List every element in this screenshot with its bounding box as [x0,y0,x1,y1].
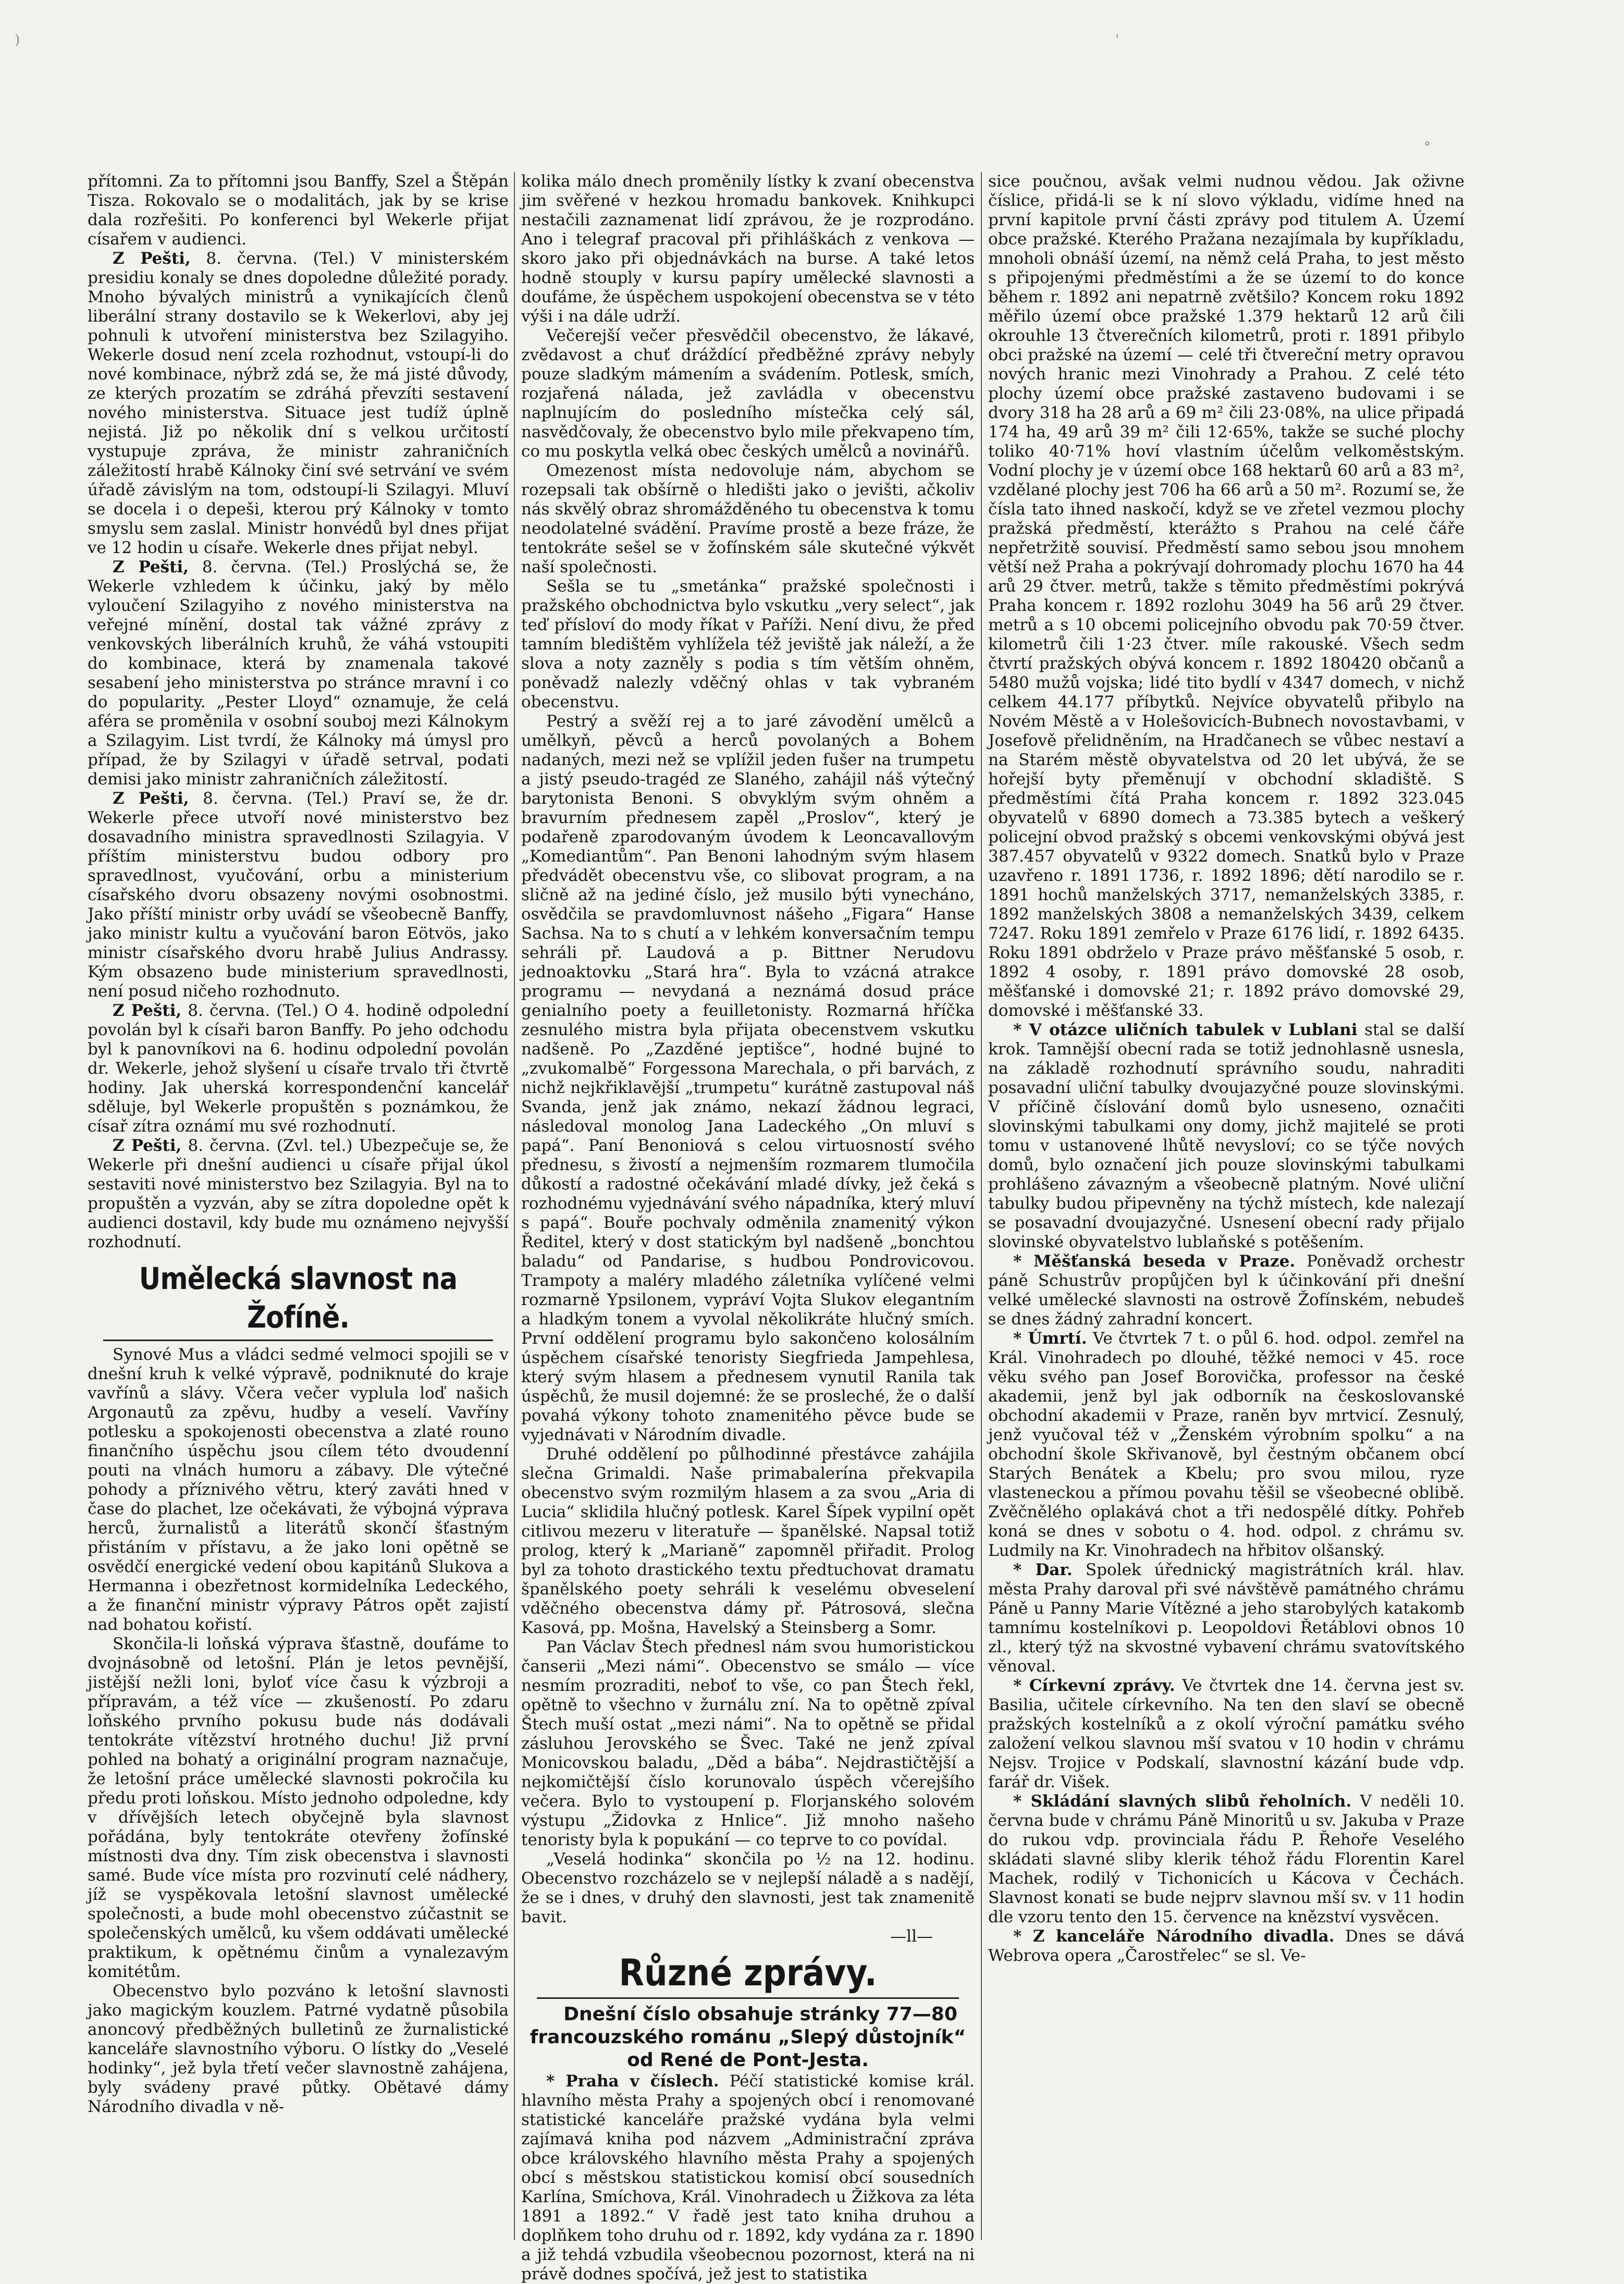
news-item [988,1927,1465,1966]
news-item-heading: * V otázce uličních tabulek v Lublani [1013,1021,1358,1039]
author-signature: —ll— [890,1927,933,1946]
paragraph: Obecenstvo bylo pozváno k letošní slavnosti jako magickým kouzlem. Patrné vydatně působila anoncový předběžných bulletinů ze žurnalistické kanceláře slavnostního výboru. O lístky do „Veselé hodinky“, jež byla třetí večer slavnostně zahájena, byly svádeny pravé půtky. Obětavé dámy Národního divadla v ně- [88,1982,509,2116]
news-item [88,1136,509,1252]
news-item-text: Poněvadž orchestr páně Schustrův propůjčen byl k účinkování při dnešní velké umělecké slavnosti na ostrově Žofínském, nebudeš se dnes žádný zahradní koncert. [988,1252,1465,1329]
news-item-text: V neděli 10. června bude v chrámu Páně Minoritů u sv. Jakuba v Praze do rukou vdp. provinciala řádu P. Řehoře Veselého skládati slavné sliby klerik téhož řádu Florentin Karel Machek, rodilý v Tichonicích u Kácova v Čechách. Slavnost konati se bude nejprv slavnou mší sv. v 11 hodin dle vzoru tento den 15. července na knězství vysvěcen. [988,1792,1465,1926]
paragraph: Pestrý a svěží rej a to jaré závodění umělců a umělkyň, pěvců a herců povolaných a Bohem nadaných, mezi než se vplížil jeden fušer na trumpetu a jistý pseudo-tragéd ze Slaného, zahájil náš výtečný barytonista Benoni. S obvyklým svým ohněm a bravurním přednesem zapěl „Proslov“, který je podařeně zparodovaným úvodem k Leoncavallovým „Komediantům“. Pan Benoni lahodným svým hlasem předvádět obecenstvu vše, co slibovat program, a na sličně až na jediné číslo, jež musilo býti vynecháno, osvědčila se pravdomluvnost nášeho „Figara“ Hanse Sachsa. Na to s chutí a v lehkém konversačním tempu sehráli př. Laudová a p. Bittner Nerudovu jednoaktovku „Stará hra“. Byla to vzácná atrakce programu — nevydaná a neznámá dosud práce genialního poety a feuilletonisty. Rozmarná hříčka zesnulého mistra byla přijata obecenstvem vskutku nadšeně. Po „Zazděné jeptišce“, hodné bujné to „zvukomalbě“ Forgessona Marechala, o při barvách, z nichž nejkřiklavější „trumpetu“ kurátně zastupoval náš Svanda, jenž jak známo, nekazí žádnou legraci, následoval monolog Jana Ladeckého „On mluví s papá“. Paní Benoniová s celou virtuosností svého přednesu, s živostí a nejmenším rozmarem tlumočila důkostí a radostné očekávání mladé dívky, jež čeká s rozhodnému vyjednávání svého nápadníka, který mluví s papá“. Bouře pochvaly odměnila znamenitý výkon Ředitel, který v dost statickým byl nadšeně „bonchtou baladu“ od Pandarise, s hudbou Pondrovicovou. Trampoty a maléry mladého záletníka vylíčené velmi rozmarně Ypsilonem, vypráví Vojta Slukov elegantním a hladkým tonem a vyvolal několikráte hlučný smích. První oddělení programu bylo sakončeno kolosálním úspěchem císařské tenoristy Siegfrieda Jampehlesa, který svým hlasem a přednesem vynutil Ranila tak úspěchů, že musil dojemné: že se prosleché, že o další povahá výkony tohoto znamenitého pěvce bude se vyjednávati v Národním divadle. [521,712,975,1444]
news-item-heading: * Církevní zprávy. [1013,1676,1175,1695]
news-item [88,789,509,1001]
paragraph: Druhé oddělení po půlhodinné přestávce zahájila slečna Grimaldi. Naše primabalerína překvapila obecenstvo svým rozmilým hlasem a za svou „Aria di Lucia“ sklidila hlučný potlesk. Karel Šípek vypilní opět citlivou mezeru v literatuře — španělské. Napsal totiž prolog, který k „Marianě“ zapomněl přiřadit. Prolog byl za tohoto drastického textu předtuchovat dramatu španělského poety sehráli k veselému obveselení vděčného obecenstva dámy př. Pátrosová, slečna Kasová, pp. Mošna, Havelský a Steinsberg a Somr. [521,1445,975,1637]
news-item-heading: * Dar. [1013,1561,1073,1579]
news-item-text: stal se další krok. Tamnější obecní rada se totiž jednohlasně usnesla, na základě rozhodnutí správního soudu, nahraditi posavadní uliční tabulky dvoujazyčné pouze slovinskými. V příčině číslování domů bylo usneseno, označiti slovinskými tabulkami ony domy, jichž majitelé se proti tomu v ustanovené lhůtě nevysloví; co se týče nových domů, bylo označení jich pouze slovinskými tabulkami prohlášeno závazným a všeobecně platným. Nové uliční tabulky budou připevněny na týchž místech, kde nalezají se posavadní dvoujazyčné. Usnesení obecní rady přijalo slovinské obyvatelstvo lublaňské s potěšením. [988,1021,1465,1251]
paragraph: Skončila-li loňská výprava šťastně, doufáme to dvojnásobně od letošní. Plán je letos pevnější, jistější nežli loni, byloť více času k výzbroji a přípravám, a též více — zkušeností. Po zdaru loňského prvního pokusu bude nás dodávali tentokráte vítězství hrotného duchu! Již první pohled na bohatý a originální program naznačuje, že letošní práce umělecké slavnosti pokročila ku předu proti loňskou. Místo jednoho odpoledne, kdy v dřívějších letech obyčejně byla slavnost pořádána, byly tentokráte otevřeny žofínské místnosti dva dny. Tím zisk obecenstva i slavnosti samé. Bude více místa pro rozvinutí celé nádhery, jíž se vyspěkovala letošní slavnost umělecké společnosti, a bude mohl obecenstvo zúčastnit se společenských umělců, ku všem oddávati umělecké praktikum, k opětnému činům a vynalezavým komitétům. [88,1635,509,1981]
news-item [988,1252,1465,1329]
news-item-heading: * Skládání slavných slibů řeholních. [1013,1792,1352,1811]
paragraph: „Veselá hodinka“ skončila po ½ na 12. hodinu. Obecenstvo rozcházelo se v nejlepší náladě a s nadějí, že se i dnes, v druhý den slavnosti, jest tak znamenitě bavit. [521,1850,975,1926]
paragraph: Sešla se tu „smetánka“ pražské společnosti i pražského obchodnictva bylo vskutku „very select“, jak teď přísloví do mody říkat v Paříži. Není divu, že před tamním bledištěm vyhlížela též jeviště jak náleží, a že slova a noty zazněly s podia s tím větším ohněm, poněvadž nalezly vděčný ohlas v tak vybraném obecenstvu. [521,577,975,711]
news-item [88,558,509,789]
dateline: Z Pešti, [113,558,189,576]
news-item-text: 8. června. (Tel.) V ministerském presidiu konaly se dnes dopoledne důležité porady. Mnoho bývalých ministrů a vynikajících členů liberální strany dostavilo se k Wekerlovi, aby jej pohnuli k utvoření ministerstva bez Szilagyiho. Wekerle dosud není zcela rozhodnut, vstoupí-li do nové kombinace, nýbrž zdá se, že má jisté důvody, ze kterých prozatím se zdráhá převzíti sestavení nového ministerstva. Situace jest tudíž úplně nejistá. Již po několik dní s velkou určitostí vystupuje zpráva, že ministr zahraničních záležitostí hrabě Kálnoky činí své setrvání ve svém úřadě závislým na tom, odstoupí-li Szilagyi. Mluví se docela i o depeši, kterou prý Kálnoky v tomto smyslu sem zaslal. Ministr honvédů byl dnes přijat ve 12 hodin u císaře. Wekerle dnes přijat nebyl. [88,249,509,557]
dateline: Z Pešti, [113,249,191,268]
news-item [988,1329,1465,1561]
news-item-text: 8. června. (Zvl. tel.) Ubezpečuje se, že Wekerle při dnešní audienci u císaře přijal úkol sestaviti nové ministerstvo bez Szilagyia. Byl na to propuštěn a vyzván, aby se zítra dopoledne opět k audienci dostavil, kdy bude mu oznámeno nejvyšší rozhodnutí. [88,1136,509,1251]
dateline: Z Pešti, [113,1136,182,1155]
column-1 [88,172,509,2242]
page-mark-left: ) [15,32,20,48]
news-item [88,1001,509,1136]
news-item [521,2072,975,2284]
dateline: Z Pešti, [113,1001,182,1020]
news-item-text: Ve čtvrtek 7 t. o půl 6. hod. odpol. zemřel na Král. Vinohradech po dlouhé, těžké nemoci v 45. roce věku svého pan Josef Borovička, professor na české akademii, jenž byl jak odborník na českoslovanské obchodní akademii v Praze, raněn byv mrtvicí. Zesnulý, jenž vyučoval též v „Ženském výrobním spolku“ a na obchodní škole Skřivanově, byl čestným občanem obcí Starých Benátek a Kbelu; pro svou milou, ryze vlasteneckou a přímou povahu těšil se všeobecné oblibě. Zvěčnělého oplakává chot a tři nedospělé dítky. Pohřeb koná se dnes v sobotu o 4. hod. odpol. z chrámu sv. Ludmily na Kr. Vinohradech na hřbitov olšanský. [988,1329,1465,1560]
page-mark-right: ° [1424,140,1431,155]
news-item-text: 8. června. (Tel.) O 4. hodině odpolední povolán byl k císaři baron Banffy. Po jeho odchodu byl k panovníkovi na 6. hodinu odpolední povolán dr. Wekerle, jehož slyšení u císaře trvalo tři čtvrtě hodiny. Jak uherská korrespondenční kancelář sděluje, byl Wekerle propuštěn s poznámkou, že císař zítra oznámí mu své rozhodnutí. [88,1001,509,1136]
paragraph: Omezenost místa nedovoluje nám, abychom se rozepsali tak obšírně o hledišti jako o jevišti, ačkoliv nás skvělý obraz shromážděného tu obecenstva k tomu neodolatelné svádění. Pravíme prostě a beze fráze, že tentokráte sešel se v žofínském sále skutečné výkvět naší společnosti. [521,461,975,576]
paragraph: Pan Václav Štech přednesl nám svou humoristickou čanserii „Mezi námi“. Obecenstvo se smálo — více nesmím prozraditi, neboť to vše, co pan Štech řekl, opětně to všechno v žurnálu zní. Na to opětně zpíval Štech muší ostat „mezi námi“. Na to opětně se přidal zásluhou Jerovského se Švec. Také ne jenž zpíval Monicovskou baladu, „Děd a bába“. Nejdrastičtější a nejkomičtější číslo korunovalo úspěch včerejšího večera. Bylo to vystoupení p. Florjanského solovém výstupu „Židovka z Hnlice“. Již mnoho našeho tenoristy byla k popukání — co teprve to co povídal. [521,1638,975,1849]
dateline: Z Pešti, [113,789,189,808]
news-item [988,1021,1465,1252]
paragraph: kolika málo dnech proměnily lístky k zvaní obecenstva jim svěřené v hezkou hromadu bankovek. Knihkupci nestačili zaznamenat lidí zprávou, že je rozprodáno. Ano i telegraf pracoval při přihláškách z venkova — skoro jako při objednávkách na burse. A také letos hodně stouply v kursu papíry umělecké slavnosti a doufáme, že úspěchem uspokojení obecenstva se v této výši i na dále udrží. [521,172,975,326]
column-rule-2 [981,172,982,2240]
news-item-text: Spolek úřednický magistrátních král. hlav. města Prahy daroval při své návštěvě památného chrámu Páně u Panny Marie Vítězné a jeho starobylých katakomb tamnímu kostelníkovi p. Leopoldovi Řetáblovi obnos 10 zl., který týž na skvostné vybavení chrámu svatovítského věnoval. [988,1561,1465,1676]
column-rule-1 [514,172,515,2240]
news-item-text: Péčí statistické komise král. hlavního města Prahy a spojených obcí i renomované statistické kanceláře pražské vydána byla velmi zajímavá kniha pod názvem „Administrační zpráva obce královského hlavního města Prahy a spojených obcí s městskou statistickou komisí obcí sousedních Karlína, Smíchova, Král. Vinohradech u Žižkova za léta 1891 a 1892.“ V řadě jest tato kniha druhou a doplňkem toho druhu od r. 1892, kdy vydána za r. 1890 a již tehdá vzbudila všeobecnou pozornost, která na ni právě dodnes spočívá, jež jest to statistika [521,2072,975,2283]
page-mark-middle: ' [1115,32,1119,48]
news-item-heading: * Měšťanská beseda v Praze. [1013,1252,1296,1271]
column-3 [988,172,1465,2242]
paragraph: sice poučnou, avšak velmi nudnou vědou. Jak oživne číslice, přidá-li se k ní slovo výkladu, vidíme hned na první kapitole první části zprávy pod titulem A. Území obce pražské. Kterého Pražana nezajímala by kupříkladu, mnoholi obnáší území, na němž celá Praha, to jest město s připojenými předměstími a že se území to do konce během r. 1892 ani nepatrně zvětšilo? Koncem roku 1892 měřilo území obce pražské 1.379 hektarů 12 arů čili okrouhle 13 čtverečních kilometrů, proti r. 1891 přibylo obci pražské na území — celé tři čtvereční metry opravou nových hranic mezi Vinohrady a Prahou. Z celé této plochy území obce pražské zastaveno budovami i se dvory 318 ha 28 arů a 69 m² čili 23·08%, na ulice připadá 174 ha, 49 arů 39 m² čili 12·65%, takže se suché plochy toliko 40·71% hoví vlastním účelům velkoměstským. Vodní plochy je v území obce 168 hektarů 60 arů a 83 m², vzdělané plochy jest 706 ha 66 arů a 50 m². Rozumí se, že čísla tato ihned naskočí, když se ve zřetel vezmou plochy pražská předměstí, kterážto s Prahou na celé čáře nepřetržitě souvisí. Předměstí samo sebou jsou mnohem větší než Praha a pokrývají dohromady plochu 1670 ha 44 arů 29 čtver. metrů, takže s těmito předměstími pokrývá Praha koncem r. 1892 rozlohu 3049 ha 56 arů 29 čtver. metrů a s 10 obcemi policejního obvodu pak 70·59 čtver. kilometrů čili 1·23 čtver. míle rakouské. Všech sedm čtvrtí pražských obývá koncem r. 1892 180420 občanů a 5480 mužů vojska; lidé tito bydlí v 4347 domech, v nichž celkem 44.177 příbytků. Nejvíce obyvatelů přibylo na Novém Městě a v Holešovicích-Bubnech novostavbami, v Josefově přelidněním, na Hradčanech se vůbec nestaví a na Starém městě obyvatelstva od 20 let ubývá, že se hořejší byty přeměnují v obchodní skladiště. S předměstími čítá Praha koncem r. 1892 323.045 obyvatelů v 6890 domech a 73.385 bytech a veškerý policejní obvod pražský s obcemi venkovskými obývá jest 387.457 obyvatelů v 9322 domech. Snatků bylo v Praze uzavřeno r. 1891 1736, r. 1892 1896; dětí narodilo se r. 1891 hochů manželských 3717, nemanželských 3385, r. 1892 manželských 3808 a nemanželských 3439, celkem 7247. Roku 1891 zemřelo v Praze 6176 lidí, r. 1892 6435. Roku 1891 obdrželo v Praze právo měšťanské 5 osob, r. 1892 4 osoby, r. 1891 právo domovské 28 osob, měšťanské i domovské 21; r. 1892 právo domovské 29, domovské i měšťanské 33. [988,172,1465,1020]
news-item-text: 8. června. (Tel.) Praví se, že dr. Wekerle přece utvoří nové ministerstvo bez dosavadního ministra spravedlnosti Szilagyia. V příštím ministerstvu budou odbory pro spravedlnost, vyučování, orbu a ministerium císařského dvoru obsazeny novými osobnostmi. Jako příští ministr orby uvádí se všeobecně Banffy, jako ministr kultu a vyučování baron Eötvös, jako ministr císařského dvoru hrabě Julius Andrassy. Kým obsazeno bude ministerium spravedlnosti, není posud ničeho rozhodnuto. [88,789,509,1001]
title-underline [103,1340,493,1341]
title-underline [537,1997,959,1999]
column-2 [521,172,975,2283]
news-item-text: Ve čtvrtek dne 14. června jest sv. Basilia, učitele církevního. Na ten den slaví se obecně pražských kostelníků a z okolí výroční památku svého založení velkou slavnou mší svatou v 10 hodin v chrámu Nejsv. Trojice v Podskalí, slavnostní kázání bude vdp. farář dr. Višek. [988,1676,1465,1791]
news-item-text: 8. června. (Tel.) Proslýchá se, že Wekerle vzhledem k účinku, jaký by mělo vyloučení Szilagyiho z nového ministerstva na veřejné mínění, dostal tak vážné zprávy z venkovských liberálních kruhů, že váhá vstoupiti do kombinace, která by znamenala takové sesabení jeho ministerstva po stránce mravní i co do popularity. „Pester Lloyd“ oznamuje, že celá aféra se proměnila v osobní souboj mezi Kálnokym a Szilagyim. List tvrdí, že Kálnoky má úmysl pro případ, že by Szilagyi v úřadě setrval, podati demisi jako ministr zahraničních záležitostí. [88,558,509,789]
news-item-heading: * Z kanceláře Národního divadla. [1013,1927,1335,1946]
paragraph: Synové Mus a vládci sedmé velmoci spojili se v dnešní kruh k velké výpravě, podniknuté do kraje vavřínů a slávy. Včera večer vyplula loď našich Argonautů za zpěvu, hudby a veselí. Vavříny potlesku a spokojenosti obecenstva a zlaté rouno finančního úspěchu jsou cílem této dvoudenní pouti na vlnách humoru a zábavy. Dle výtečné pohody a příznivého větru, který zaváti hned v čase do plachet, lze očekávati, že výbojná výprava herců, žurnalistů a literátů skončí šťastným přistáním v přístavu, a že jako loni opětně se osvědčí energické vedení obou kapitánů Slukova a Hermanna i obezřetnost kormidelníka Ledeckého, a že finanční ministr výpravy Pátros opět zajistí nad bohatou kořistí. [88,1345,509,1634]
news-item-heading: * Praha v číslech. [546,2072,719,2091]
news-item [988,1561,1465,1676]
paragraph: Večerejší večer přesvědčil obecenstvo, že lákavé, zvědavost a chuť dráždící předběžné zprávy nebyly pouze sladkým mámením a svádením. Potlesk, smích, rozjařená nálada, jež zavládla v obecenstvu naplnujícím do posledního místečka celý sál, nasvědčovaly, že obecenstvo bylo mile překvapeno tím, co mu poskytla velká obec českých umělců a novinářů. [521,326,975,461]
news-item [988,1676,1465,1792]
paragraph: přítomni. Za to přítomni jsou Banffy, Szel a Štěpán Tisza. Rokovalo se o modalitách, jak by se krise dala rozřešiti. Po konferenci byl Wekerle přijat císařem v audienci. [88,172,509,249]
article-title: Umělecká slavnost na Žofíně. [139,1261,458,1335]
section-title: Různé zprávy. [619,1951,877,1994]
supplement-notice: Dnešní číslo obsahuje stránky 77—80 francouzského románu „Slepý důstojník“ od René de Pont-Jesta. [530,2004,966,2071]
news-item-heading: * Úmrtí. [1013,1329,1087,1348]
news-item [88,249,509,558]
news-item [988,1792,1465,1927]
news-item-text: Dnes se dává Webrova opera „Čarostřelec“ se sl. Ve- [988,1927,1465,1965]
